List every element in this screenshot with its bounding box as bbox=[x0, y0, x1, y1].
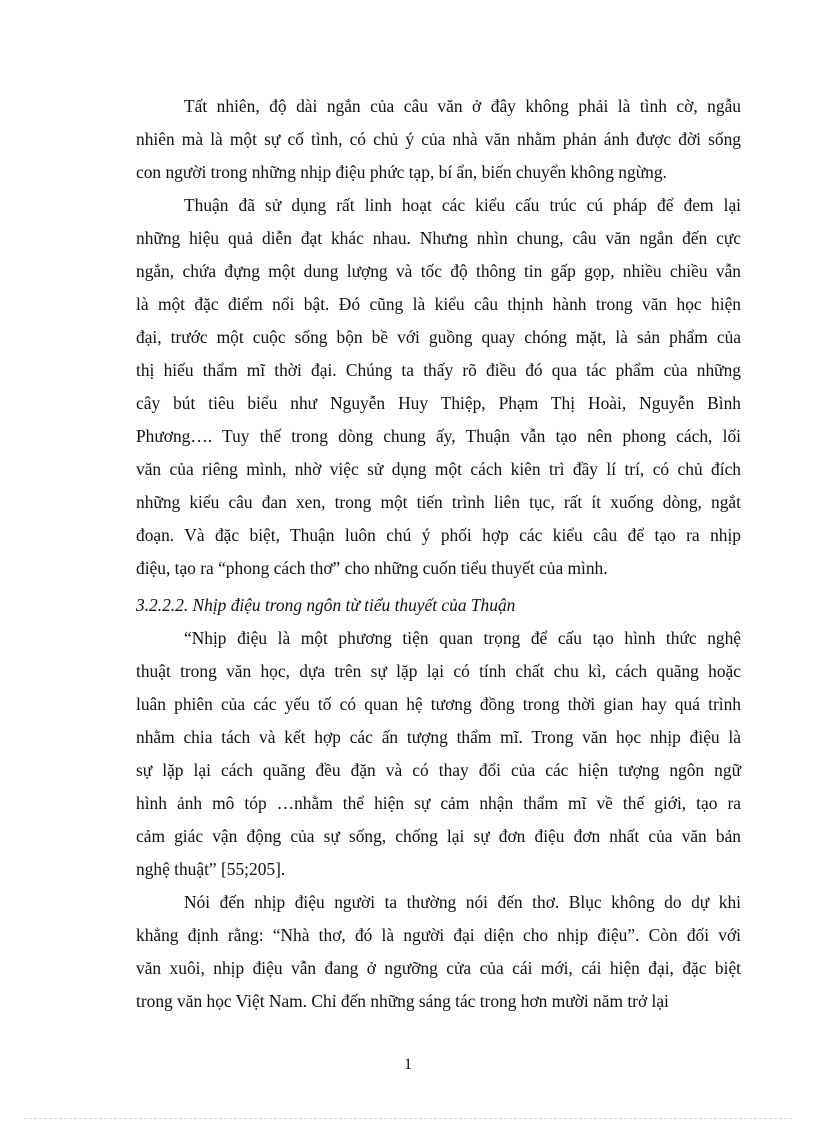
paragraph-3-line: sự lặp lại cách quãng đều đặn và có thay đổi của các hiện tượng ngôn ngữ bbox=[136, 760, 741, 780]
paragraph-1-line: Tất nhiên, độ dài ngắn của câu văn ở đây không phải là tình cờ, ngẫu bbox=[184, 96, 741, 116]
paragraph-3-line: nhằm chia tách và kết hợp các ấn tượng thẩm mĩ. Trong văn học nhịp điệu là bbox=[136, 727, 741, 747]
paragraph-3-line: nghệ thuật” [55;205]. bbox=[136, 859, 286, 879]
paragraph-2-line: Phương…. Tuy thế trong dòng chung ấy, Thuận vẫn tạo nên phong cách, lối bbox=[136, 426, 741, 446]
paragraph-1-line: con người trong những nhịp điệu phức tạp, bí ẩn, biến chuyển không ngừng. bbox=[136, 162, 667, 182]
paragraph-2-line: thị hiếu thẩm mĩ thời đại. Chúng ta thấy rõ điều đó qua tác phẩm của những bbox=[136, 360, 741, 380]
paragraph-2-line: điệu, tạo ra “phong cách thơ” cho những cuốn tiểu thuyết của mình. bbox=[136, 558, 608, 578]
paragraph-4-line: văn xuôi, nhịp điệu vẫn đang ở ngưỡng cửa của cái mới, cái hiện đại, đặc biệt bbox=[136, 958, 741, 978]
paragraph-3-line: hình ảnh mô tóp …nhằm thể hiện sự cảm nhận thẩm mĩ về thế giới, tạo ra bbox=[136, 793, 741, 813]
paragraph-3-line: luân phiên của các yếu tố có quan hệ tương đồng trong thời gian hay quá trình bbox=[136, 694, 741, 714]
section-heading: 3.2.2.2. Nhịp điệu trong ngôn từ tiểu thuyết của Thuận bbox=[136, 595, 516, 615]
paragraph-2-line: là một đặc điểm nổi bật. Đó cũng là kiểu câu thịnh hành trong văn học hiện bbox=[136, 294, 741, 314]
page-bottom-rule bbox=[24, 1118, 792, 1119]
paragraph-4-line: Nói đến nhịp điệu người ta thường nói đến thơ. Blục không do dự khi bbox=[184, 892, 741, 912]
paragraph-3-line: “Nhịp điệu là một phương tiện quan trọng để cấu tạo hình thức nghệ bbox=[184, 628, 741, 648]
paragraph-2-line: Thuận đã sử dụng rất linh hoạt các kiểu cấu trúc cú pháp để đem lại bbox=[184, 195, 741, 215]
paragraph-2-line: những kiểu câu đan xen, trong một tiến trình liên tục, rất ít xuống dòng, ngắt bbox=[136, 492, 741, 512]
paragraph-2-line: đoạn. Và đặc biệt, Thuận luôn chú ý phối hợp các kiểu câu để tạo ra nhịp bbox=[136, 525, 741, 545]
paragraph-3-line: cảm giác vận động của sự sống, chống lại sự đơn điệu đơn nhất của văn bản bbox=[136, 826, 741, 846]
page-number: 1 bbox=[404, 1056, 412, 1073]
paragraph-3-line: thuật trong văn học, dựa trên sự lặp lại có tính chất chu kì, cách quãng hoặc bbox=[136, 661, 741, 681]
paragraph-2-line: những hiệu quả diễn đạt khác nhau. Nhưng nhìn chung, câu văn ngắn đến cực bbox=[136, 228, 741, 248]
paragraph-4-line: trong văn học Việt Nam. Chỉ đến những sáng tác trong hơn mười năm trở lại bbox=[136, 991, 669, 1011]
paragraph-4-line: khẳng định rằng: “Nhà thơ, đó là người đại diện cho nhịp điệu”. Còn đối với bbox=[136, 925, 741, 945]
paragraph-2-line: văn của riêng mình, nhờ việc sử dụng một cách kiên trì đầy lí trí, có chủ đích bbox=[136, 459, 741, 479]
paragraph-1-line: nhiên mà là một sự cố tình, có chủ ý của nhà văn nhằm phản ánh được đời sống bbox=[136, 129, 741, 149]
paragraph-2-line: cây bút tiêu biểu như Nguyễn Huy Thiệp, Phạm Thị Hoài, Nguyễn Bình bbox=[136, 393, 741, 413]
paragraph-2-line: ngắn, chứa đựng một dung lượng và tốc độ thông tin gấp gọp, nhiều chiều vẫn bbox=[136, 261, 741, 281]
paragraph-2-line: đại, trước một cuộc sống bộn bề với guồng quay chóng mặt, là sản phẩm của bbox=[136, 327, 741, 347]
